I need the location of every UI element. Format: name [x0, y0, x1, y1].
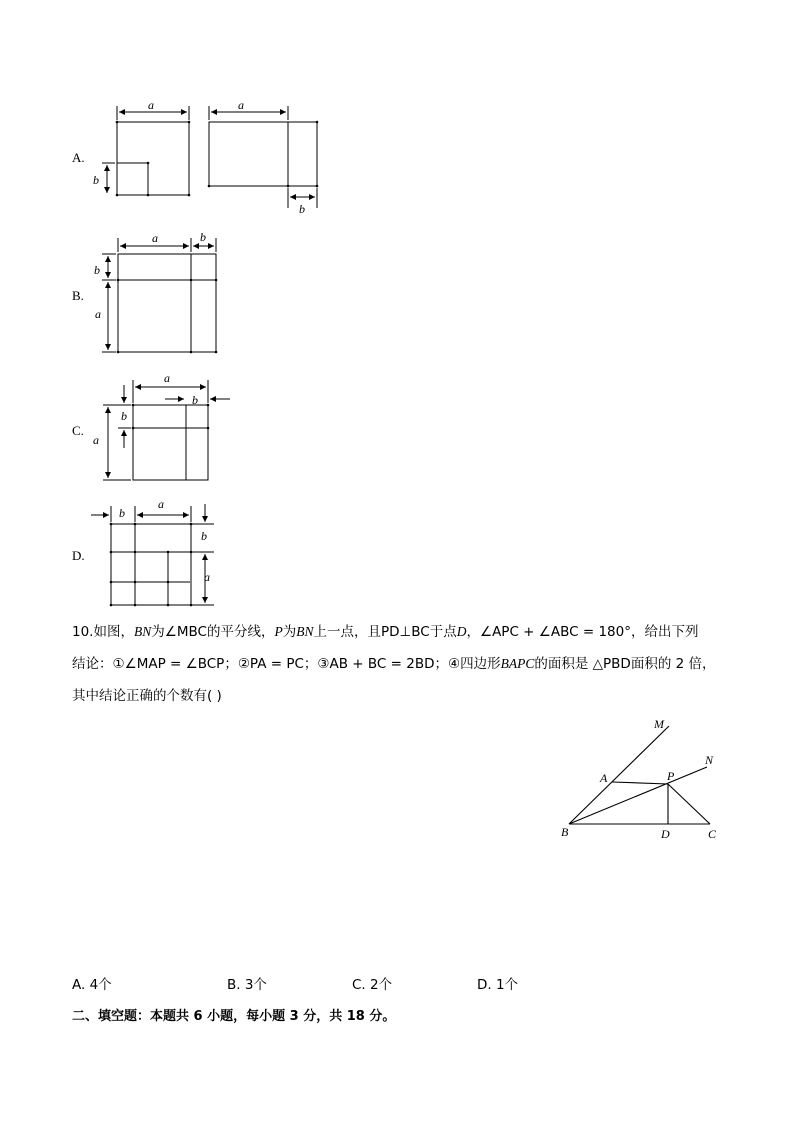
dim-b-label: b: [192, 393, 198, 407]
question-10-line-3: 其中结论正确的个数有( ): [72, 688, 222, 704]
point-n-label: N: [705, 753, 714, 767]
option-b-label: B.: [72, 288, 84, 303]
dim-a-label: a: [164, 371, 170, 385]
point-m-label: M: [654, 717, 664, 731]
point-p-label: P: [667, 769, 675, 783]
point-a-label: A: [600, 771, 608, 785]
dim-a-label: a: [95, 307, 101, 321]
dim-a-label: a: [238, 98, 244, 112]
option-b-diagram: [90, 228, 230, 358]
choice-b: B. 3个: [227, 977, 267, 993]
option-c-diagram: [90, 368, 240, 486]
point-b-label: B: [561, 825, 569, 839]
option-d-label: D.: [72, 548, 85, 563]
question-10-line-1: 10.如图，BN为∠MBC的平分线，P为BN上一点，且PD⊥BC于点D，∠APC + ∠ABC = 180°，给出下列: [72, 624, 699, 640]
option-c-label: C.: [72, 423, 84, 438]
dim-b-label: b: [119, 506, 125, 520]
choice-d: D. 1个: [477, 977, 519, 993]
dim-a-label: a: [158, 497, 164, 511]
geometry-figure: [555, 712, 735, 847]
dim-a-label: a: [93, 433, 99, 447]
point-d-label: D: [661, 827, 670, 841]
section-2-heading: 二、填空题：本题共 6 小题，每小题 3 分，共 18 分。: [72, 1009, 396, 1024]
dim-a-label: a: [152, 231, 158, 245]
option-a-label: A.: [72, 150, 85, 165]
option-d-diagram: [88, 492, 228, 612]
choice-a: A. 4个: [72, 977, 112, 993]
dim-a-label: a: [148, 98, 154, 112]
point-c-label: C: [708, 827, 717, 841]
dim-b-label: b: [200, 230, 206, 244]
dim-b-label: b: [93, 173, 99, 187]
dim-b-label: b: [121, 409, 127, 423]
dim-a-label: a: [204, 570, 210, 584]
dim-b-label: b: [201, 529, 207, 543]
dim-b-label: b: [94, 263, 100, 277]
dim-b-label: b: [299, 202, 305, 216]
option-a-diagram: [90, 96, 330, 216]
question-10-line-2: 结论：①∠MAP = ∠BCP；②PA = PC；③AB + BC = 2BD；④四边形BAPC的面积是 △PBD面积的 2 倍，: [72, 656, 716, 672]
choice-c: C. 2个: [352, 977, 393, 993]
